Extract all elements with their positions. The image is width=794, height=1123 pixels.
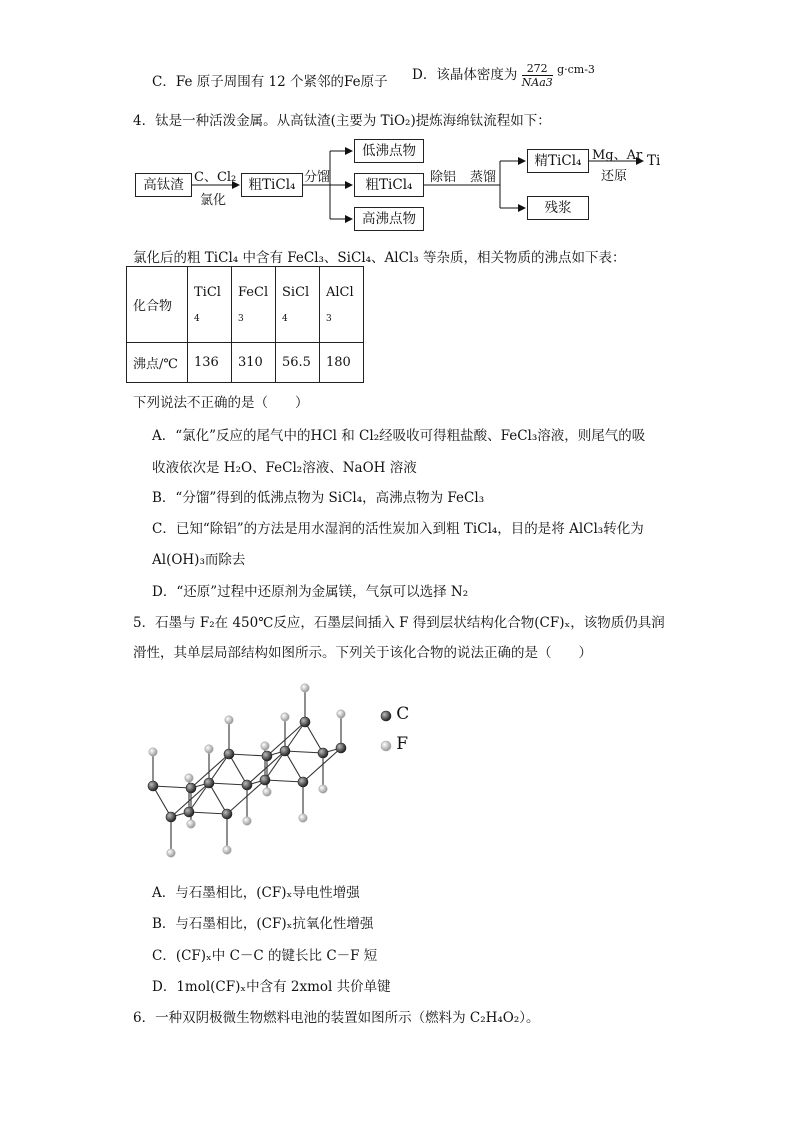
density-numerator: 272 — [522, 62, 553, 76]
carbon-atom — [280, 746, 290, 756]
table-header-boiling-point: 沸点/℃ — [127, 343, 188, 383]
flow-box-low-bp: 低沸点物 — [354, 139, 424, 163]
fluorine-atom — [319, 785, 327, 793]
fluorine-atom — [225, 716, 233, 724]
bond-line — [153, 786, 191, 788]
carbon-atom — [242, 780, 252, 790]
flow-step-fractionation: 分馏 — [304, 170, 331, 185]
carbon-atom — [148, 781, 158, 791]
carbon-atom — [262, 751, 272, 761]
flow-step-remove-al: 除铝 — [430, 170, 457, 185]
q3-option-d-prefix: D．该晶体密度为 — [412, 67, 518, 83]
fluorine-atom — [337, 710, 345, 718]
density-denominator: NAa3 — [521, 76, 553, 89]
q4-option-b: B．“分馏”得到的低沸点物为 SiCl₄，高沸点物为 FeCl₃ — [152, 490, 485, 506]
q4-option-d: D．“还原”过程中还原剂为金属镁，气氛可以选择 N₂ — [152, 584, 469, 600]
table-cell-value: 310 — [232, 343, 276, 383]
table-cell-value: 136 — [188, 343, 232, 383]
flow-arrows — [0, 0, 794, 240]
q4-option-c-line1: C．已知“除铝”的方法是用水湿润的活性炭加入到粗 TiCl₄，目的是将 AlCl₃转化为 — [152, 521, 644, 537]
carbon-atom — [300, 717, 310, 727]
fluorine-atom — [301, 684, 309, 692]
flow-reagent-chlorination: C、Cl₂ — [194, 170, 237, 185]
q5-stem-line2: 滑性，其单层局部结构如图所示。下列关于该化合物的说法正确的是（ ） — [133, 645, 592, 661]
q4-option-c-line2: Al(OH)₃而除去 — [152, 552, 246, 568]
fluorine-atom — [281, 713, 289, 721]
boiling-point-table — [126, 266, 364, 383]
q5-option-d: D．1mol(CF)ₓ中含有 2xmol 共价单键 — [152, 979, 391, 995]
bond-line — [265, 780, 303, 782]
table-header-compound: 化合物 — [127, 267, 188, 343]
table-cell-compound: SiCl 4 — [276, 267, 320, 343]
bond-line — [285, 751, 323, 753]
legend-label-f: F — [396, 734, 409, 754]
carbon-atom — [222, 809, 232, 819]
table-row-boiling-points — [127, 343, 364, 383]
q5-option-b: B．与石墨相比，(CF)ₓ抗氧化性增强 — [152, 916, 374, 932]
fluorine-atom — [185, 774, 193, 782]
q4-option-a-line2: 收液依次是 H₂O、FeCl₂溶液、NaOH 溶液 — [152, 460, 417, 476]
fluorine-atom — [243, 817, 251, 825]
flow-box-high-bp: 高沸点物 — [354, 207, 424, 231]
table-cell-compound: FeCl 3 — [232, 267, 276, 343]
q5-stem-line1: 5．石墨与 F₂在 450℃反应，石墨层间插入 F 得到层状结构化合物(CF)ₓ，该物质仍具润 — [133, 615, 665, 631]
flow-product-ti: Ti — [647, 153, 661, 169]
bond-line — [209, 783, 247, 785]
bond-line — [229, 754, 267, 756]
carbon-atom — [260, 775, 270, 785]
legend-label-c: C — [396, 704, 410, 724]
table-cell-value: 56.5 — [276, 343, 320, 383]
q4-option-a-line1: A．“氯化”反应的尾气中的HCl 和 Cl₂经吸收可得粗盐酸、FeCl₃溶液，则尾气的吸 — [152, 428, 646, 444]
bond-line — [285, 751, 303, 782]
bond-line — [305, 722, 323, 753]
carbon-atom — [184, 807, 194, 817]
cf-layer-structure-figure — [125, 670, 380, 870]
carbon-atom — [298, 777, 308, 787]
carbon-atom-icon — [380, 710, 392, 722]
flow-box-refined-ticl4: 精TiCl₄ — [527, 149, 589, 173]
fluorine-atom — [299, 814, 307, 822]
carbon-atom — [224, 749, 234, 759]
fluorine-atom — [167, 849, 175, 857]
bond-line — [153, 786, 171, 817]
fluorine-atom — [205, 745, 213, 753]
table-cell-value: 180 — [320, 343, 364, 383]
bond-line — [189, 812, 227, 814]
table-cell-compound: AlCl 3 — [320, 267, 364, 343]
flow-step-distillation: 蒸馏 — [470, 170, 497, 185]
carbon-atom — [336, 743, 346, 753]
flow-box-residue: 残浆 — [527, 196, 589, 220]
fluorine-atom — [223, 846, 231, 854]
fluorine-atom — [263, 788, 271, 796]
q5-option-c: C．(CF)ₓ中 C－C 的键长比 C－F 短 — [152, 948, 378, 964]
fluorine-atom-icon — [380, 740, 392, 752]
bond-line — [209, 783, 227, 814]
fluorine-atom — [149, 748, 157, 756]
carbon-atom — [204, 778, 214, 788]
carbon-atom — [166, 812, 176, 822]
q3-option-c: C．Fe 原子周围有 12 个紧邻的Fe原子 — [152, 74, 388, 90]
fluorine-atom — [261, 742, 269, 750]
q4-question: 下列说法不正确的是（ ） — [133, 395, 309, 411]
flow-step-chlorination: 氯化 — [200, 193, 227, 208]
flow-box-crude-ticl4: 粗TiCl₄ — [241, 173, 303, 197]
q6-stem: 6．一种双阴极微生物燃料电池的装置如图所示（燃料为 C₂H₄O₂）。 — [133, 1010, 540, 1026]
carbon-atom — [186, 783, 196, 793]
q4-table-intro: 氯化后的粗 TiCl₄ 中含有 FeCl₃、SiCl₄、AlCl₃ 等杂质，相关物质的沸点如下表： — [133, 250, 626, 266]
table-cell-compound: TiCl 4 — [188, 267, 232, 343]
legend-f — [380, 734, 408, 754]
q4-stem: 4．钛是一种活泼金属。从高钛渣(主要为 TiO₂)提炼海绵钛流程如下： — [133, 113, 551, 129]
carbon-atom — [318, 748, 328, 758]
flow-reagent-reduction: Mg、Ar — [592, 148, 643, 163]
fluorine-atom — [187, 820, 195, 828]
flow-box-crude-ticl4-2: 粗TiCl₄ — [354, 173, 424, 197]
flow-step-reduction: 还原 — [601, 169, 628, 184]
bond-line — [229, 754, 247, 785]
table-row-compounds — [127, 267, 364, 343]
flow-box-raw-slag: 高钛渣 — [135, 173, 192, 197]
density-unit: g·cm-3 — [557, 63, 595, 76]
q5-option-a: A．与石墨相比，(CF)ₓ导电性增强 — [152, 885, 360, 901]
legend-c — [380, 704, 409, 724]
